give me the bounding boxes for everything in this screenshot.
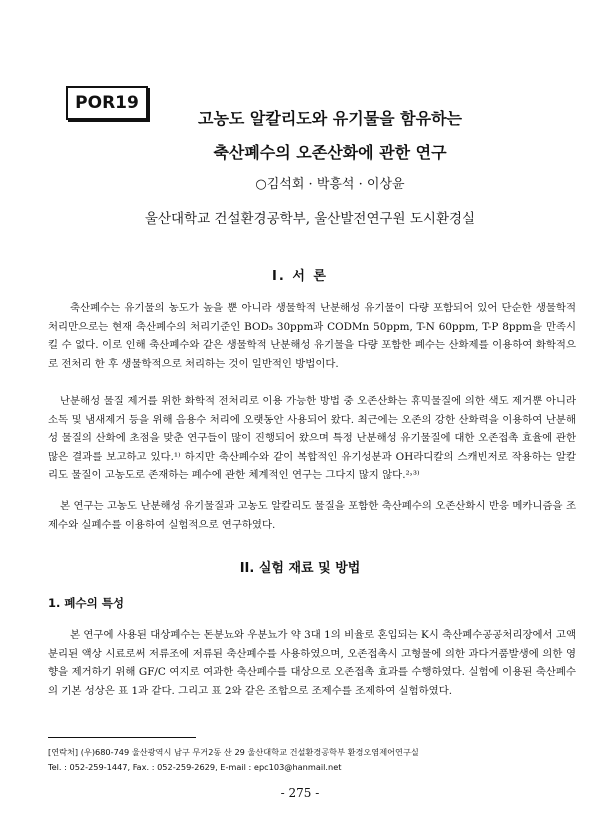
- affiliation: 울산대학교 건설환경공학부, 울산발전연구원 도시환경실: [144, 211, 476, 227]
- methods-paragraph-1: 본 연구에 사용된 대상폐수는 돈분뇨와 우분뇨가 약 3대 1의 비율로 혼입되는 K시 축산폐수공공처리장에서 고액 분리된 액상 시료로써 저류조에 저류된 축산폐수를 사용하였으며, 오존접촉시 고형물에 의한 과다거품발생에 의한 영향을 제거하기 위해 GF/C 여지로 여과한 축산폐수를 대상으로 오존접촉 효과를 수행하였다. 실험에 이용된 축산폐수의 기본 성상은 표 1과 같다. 그리고 표 2와 같은 조합으로 조제수를 조제하여 실험하였다.: [48, 629, 576, 697]
- paper-title-line1: 고농도 알칼리도와 유기물을 함유하는: [197, 109, 462, 128]
- footnote-address: [연락처] (우)680-749 울산광역시 남구 무거2동 산 29 울산대학교 건설환경공학부 환경오염제어연구실: [48, 747, 419, 757]
- subsection-heading-wastewater: 1. 폐수의 특성: [48, 596, 124, 610]
- paper-title-line2: 축산폐수의 오존산화에 관한 연구: [213, 143, 447, 162]
- footnote-divider: [48, 737, 196, 738]
- authors: ○김석회 · 박흥석 · 이상윤: [255, 177, 405, 192]
- page-number: - 275 -: [280, 786, 320, 800]
- poster-id-badge: POR19: [66, 86, 148, 120]
- intro-paragraph-2: 난분해성 물질 제거를 위한 화학적 전처리로 이용 가능한 방법 중 오존산화는 휴믹물질에 의한 색도 제거뿐 아니라 소독 및 냄새제거 등을 위해 음용수 처리에 오랫동안 사용되어 왔다. 최근에는 오존의 강한 산화력을 이용하여 난분해성 물질의 산화에 초점을 맞춘 연구들이 많이 진행되어 왔으며 특정 난분해성 유기물질에 대한 오존접촉 효율에 관한 많은 결과를 보고하고 있다.¹⁾ 하지만 축산폐수와 같이 복합적인 유기성분과 OH라디칼의 스캐빈저로 작용하는 알칼리도 물질이 고농도로 존재하는 폐수에 관한 체계적인 연구는 그다지 많지 않다.²˒³⁾: [48, 395, 576, 482]
- footnote-contact: Tel. : 052-259-1447, Fax. : 052-259-2629, E-mail : epc103@hanmail.net: [48, 762, 342, 772]
- section-heading-introduction: I. 서 론: [272, 269, 328, 284]
- intro-paragraph-1: 축산폐수는 유기물의 농도가 높을 뿐 아니라 생물학적 난분해성 유기물이 다량 포함되어 있어 단순한 생물학적 처리만으로는 현재 축산폐수의 처리기준인 BOD₅ 30ppm과 CODMn 50ppm, T-N 60ppm, T-P 8ppm을 만족시킬 수 없다. 이로 인해 축산폐수와 같은 생물학적 난분해성 유기물을 다량 포함한 폐수는 산화제를 이용하여 화학적으로 전처리 한 후 생물학적으로 처리하는 것이 일반적인 방법이다.: [48, 302, 576, 370]
- section-heading-methods: II. 실험 재료 및 방법: [239, 561, 361, 576]
- intro-paragraph-3: 본 연구는 고농도 난분해성 유기물질과 고농도 알칼리도 물질을 포함한 축산폐수의 오존산화시 반응 메카니즘을 조제수와 실폐수를 이용하여 실험적으로 연구하였다.: [48, 500, 576, 531]
